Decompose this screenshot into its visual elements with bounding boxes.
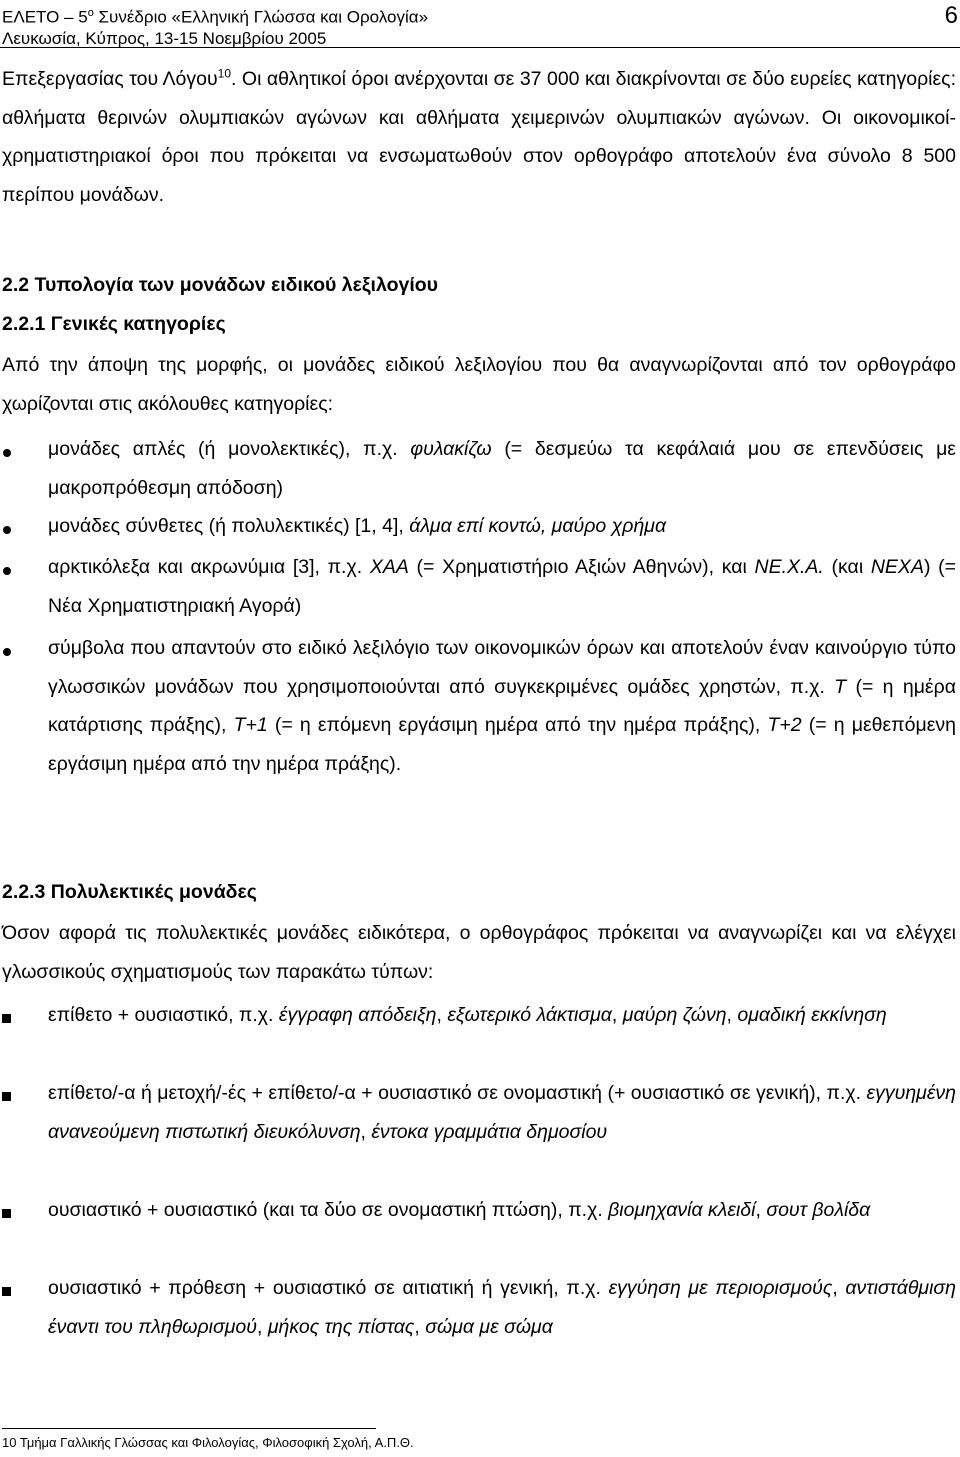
list-item: αρκτικόλεξα και ακρωνύμια [3], π.χ. ΧΑΑ (= Χρηματιστήριο Αξιών Αθηνών), και ΝΕ.Χ.Α. (και ΝΕΧΑ) (= Νέα Χρηματιστηριακή Αγορά)	[48, 556, 957, 617]
header-location-line: Λευκωσία, Κύπρος, 13-15 Νοεμβρίου 2005	[2, 28, 327, 48]
list-item: επίθετο/-α ή μετοχή/-ές + επίθετο/-α + ουσιαστικό σε ονομαστική (+ ουσιαστικό σε γενική), π.χ. εγγυημένη ανανεούμενη πιστωτική διευκόλυνση, έντοκα γραμμάτια δημοσίου	[48, 1082, 956, 1143]
section-2-2-3-intro: Όσον αφορά τις πολυλεκτικές μονάδες ειδικότερα, ο ορθογράφος πρόκειται να αναγνωρίζει και να ελέγχει γλωσσικούς σχηματισμούς των παρακάτω τύπων:	[2, 922, 956, 983]
header-divider	[0, 47, 960, 48]
square-bullet-icon	[2, 1209, 11, 1218]
list-item: ουσιαστικό + ουσιαστικό (και τα δύο σε ονομαστική πτώση), π.χ. βιομηχανία κλειδί, σουτ βολίδα	[48, 1199, 871, 1221]
list-item: μονάδες απλές (ή μονολεκτικές), π.χ. φυλακίζω (= δεσμεύω τα κεφάλαιά μου σε επενδύσεις με μακροπρόθεσμη απόδοση)	[48, 438, 956, 499]
bullet-icon	[3, 449, 11, 457]
bullet-icon	[3, 526, 11, 534]
running-header	[2, 3, 428, 49]
section-2-2-heading: 2.2 Τυπολογία των μονάδων ειδικού λεξιλογίου	[2, 274, 439, 296]
square-bullet-icon	[2, 1014, 11, 1023]
bullet-icon	[3, 567, 11, 575]
square-bullet-icon	[2, 1287, 11, 1296]
header-conference-line: ΕΛΕΤΟ – $5^o$ Συνέδριο «Ελληνική Γλώσσα και Ορολογία»	[2, 7, 429, 27]
footnote-divider	[2, 1428, 376, 1429]
section-2-2-3-heading: 2.2.3 Πολυλεκτικές μονάδες	[2, 881, 257, 903]
list-item: μονάδες σύνθετες (ή πολυλεκτικές) [1, 4], άλμα επί κοντώ, μαύρο χρήμα	[48, 515, 667, 537]
footnote: 10 Τμήμα Γαλλικής Γλώσσας και Φιλολογίας, Φιλοσοφική Σχολή, Α.Π.Θ.	[2, 1435, 414, 1450]
bullet-icon	[3, 648, 11, 656]
section-2-2-1-heading: 2.2.1 Γενικές κατηγορίες	[2, 313, 226, 335]
list-item: ουσιαστικό + πρόθεση + ουσιαστικό σε αιτιατική ή γενική, π.χ. εγγύηση με περιορισμούς, αντιστάθμιση έναντι του πληθωρισμού, μήκος της πίστας, σώμα με σώμα	[48, 1277, 956, 1338]
list-item: σύμβολα που απαντούν στο ειδικό λεξιλόγιο των οικονομικών όρων και αποτελούν έναν καινούργιο τύπο γλωσσικών μονάδων που χρησιμοποιούνται από συγκεκριμένες ομάδες χρηστών, π.χ. Τ (= η ημέρα κατάρτισης πράξης), Τ+1 (= η επόμενη εργάσιμη ημέρα από την ημέρα πράξης), Τ+2 (= η μεθεπόμενη εργάσιμη ημέρα από την ημέρα πράξης).	[48, 637, 957, 775]
list-item: επίθετο + ουσιαστικό, π.χ. έγγραφη απόδειξη, εξωτερικό λάκτισμα, μαύρη ζώνη, ομαδική εκκίνηση	[48, 1004, 887, 1026]
intro-paragraph: Επεξεργασίας του Λόγου$^{10}$. Οι αθλητικοί όροι ανέρχονται σε 37 000 και διακρίνονται σε δύο ευρείες κατηγορίες: αθλήματα θερινών ολυμπιακών αγώνων και αθλήματα χειμερινών ολυμπιακών αγώνων. Οι οικονομικοί-χρηματιστηριακοί όροι που πρόκειται να ενσωματωθούν στον ορθογράφο αποτελούν ένα σύνολο 8 500 περίπου μονάδων.	[2, 66, 957, 206]
footnote-reference: 10	[217, 66, 232, 81]
square-bullet-icon	[2, 1092, 11, 1101]
section-2-2-1-intro: Από την άποψη της μορφής, οι μονάδες ειδικού λεξιλογίου που θα αναγνωρίζονται από τον ορθογράφο χωρίζονται στις ακόλουθες κατηγορίες:	[2, 354, 956, 415]
page-number: 6	[944, 2, 958, 29]
